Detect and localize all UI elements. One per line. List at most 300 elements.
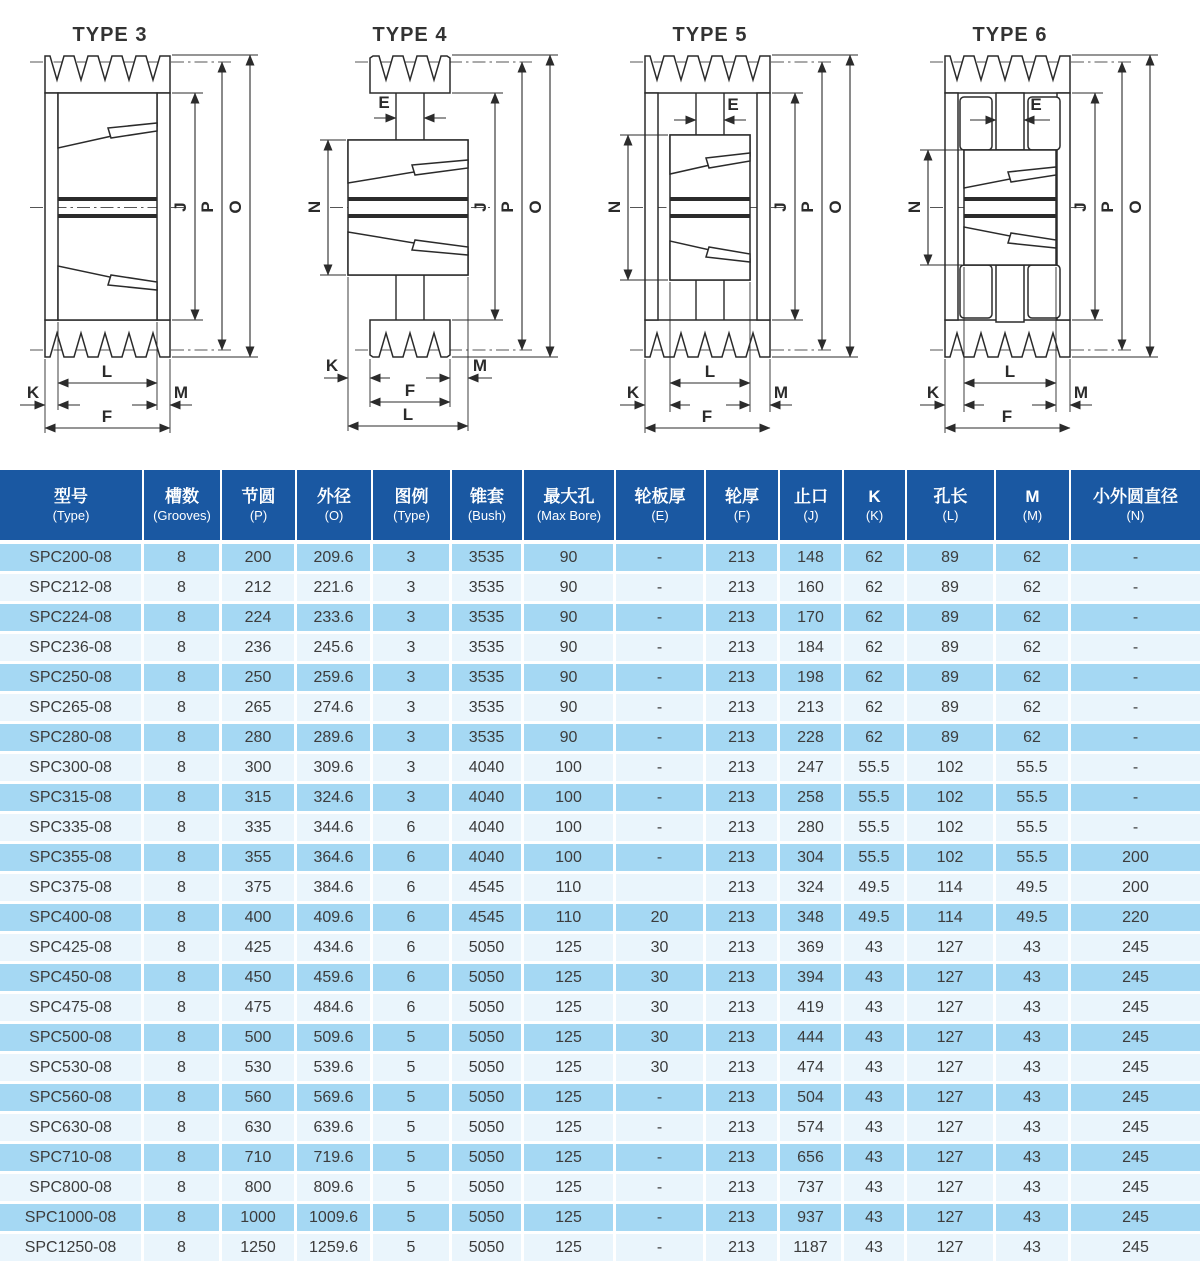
- bore-bottom-edge: [348, 214, 468, 218]
- table-cell: 30: [616, 934, 706, 964]
- table-cell: 49.5: [844, 904, 907, 934]
- table-cell: 5050: [452, 1114, 524, 1144]
- table-cell: 89: [907, 664, 996, 694]
- table-cell: 43: [844, 964, 907, 994]
- table-cell: 245: [1071, 1234, 1200, 1261]
- table-cell: -: [616, 544, 706, 574]
- table-cell: 474: [780, 1054, 844, 1084]
- table-cell: 102: [907, 754, 996, 784]
- table-cell: 8: [144, 964, 222, 994]
- table-cell: 90: [524, 604, 616, 634]
- column-header-type: 型号 (Type): [0, 470, 144, 544]
- bore-top-edge: [670, 197, 750, 201]
- table-cell: 62: [996, 634, 1071, 664]
- table-cell: 213: [706, 874, 780, 904]
- table-cell: 89: [907, 544, 996, 574]
- table-cell: 459.6: [297, 964, 373, 994]
- table-cell: 5050: [452, 1054, 524, 1084]
- drawing-title: TYPE 6: [972, 24, 1048, 46]
- table-cell: 102: [907, 784, 996, 814]
- table-cell: 213: [706, 784, 780, 814]
- table-cell: 3535: [452, 634, 524, 664]
- table-cell: 1250: [222, 1234, 297, 1261]
- table-cell: 245: [1071, 994, 1200, 1024]
- table-row: [0, 1024, 1200, 1054]
- table-cell: SPC355-08: [0, 844, 144, 874]
- dim-label-J: J: [1071, 202, 1090, 212]
- table-cell: 90: [524, 664, 616, 694]
- bore-bottom-edge: [58, 214, 157, 218]
- table-row: [0, 664, 1200, 694]
- table-cell: 43: [996, 1144, 1071, 1174]
- table-cell: 125: [524, 1144, 616, 1174]
- table-cell: 213: [706, 694, 780, 724]
- table-cell: -: [616, 724, 706, 754]
- table-cell: SPC375-08: [0, 874, 144, 904]
- table-cell: 530: [222, 1054, 297, 1084]
- dim-label-M: M: [773, 383, 789, 402]
- table-cell: 245: [1071, 1054, 1200, 1084]
- table-cell: 656: [780, 1144, 844, 1174]
- table-cell: 5050: [452, 1144, 524, 1174]
- table-cell: 20: [616, 904, 706, 934]
- table-cell: 5: [373, 1084, 452, 1114]
- table-cell: 8: [144, 1024, 222, 1054]
- column-header-grooves: 槽数 (Grooves): [144, 470, 222, 544]
- table-row: [0, 904, 1200, 934]
- spec-table: [0, 470, 1200, 1261]
- table-cell: 8: [144, 994, 222, 1024]
- table-cell: 100: [524, 784, 616, 814]
- table-row: [0, 724, 1200, 754]
- table-cell: 55.5: [996, 844, 1071, 874]
- table-cell: 6: [373, 814, 452, 844]
- table-cell: -: [616, 754, 706, 784]
- table-row: [0, 1084, 1200, 1114]
- table-cell: SPC400-08: [0, 904, 144, 934]
- dim-label-F: F: [101, 407, 113, 426]
- drawing-title: TYPE 3: [72, 24, 148, 46]
- table-cell: 127: [907, 1084, 996, 1114]
- table-cell: 127: [907, 964, 996, 994]
- table-cell: -: [616, 664, 706, 694]
- table-cell: -: [616, 814, 706, 844]
- table-cell: 213: [706, 934, 780, 964]
- table-cell: -: [616, 694, 706, 724]
- column-header-max-bore: 最大孔 (Max Bore): [524, 470, 616, 544]
- table-cell: 6: [373, 934, 452, 964]
- table-cell: 6: [373, 994, 452, 1024]
- table-cell: 3: [373, 604, 452, 634]
- table-cell: 228: [780, 724, 844, 754]
- table-cell: -: [616, 634, 706, 664]
- dim-label-F: F: [701, 407, 713, 426]
- hub-top-section: [58, 93, 157, 148]
- dim-label-K: K: [26, 383, 40, 402]
- table-cell: 125: [524, 1174, 616, 1204]
- table-cell: 245: [1071, 1084, 1200, 1114]
- dim-label-P: P: [1098, 201, 1117, 213]
- dim-label-L: L: [402, 405, 414, 424]
- table-cell: 43: [844, 1024, 907, 1054]
- table-cell: 247: [780, 754, 844, 784]
- table-cell: -: [1071, 574, 1200, 604]
- table-cell: 710: [222, 1144, 297, 1174]
- dim-label-P: P: [798, 201, 817, 213]
- column-header-n: 小外圆直径 (N): [1071, 470, 1200, 544]
- table-cell: 4545: [452, 874, 524, 904]
- bottom-left-recess: [960, 265, 992, 318]
- table-cell: 55.5: [844, 754, 907, 784]
- table-cell: 444: [780, 1024, 844, 1054]
- table-cell: 4040: [452, 784, 524, 814]
- pulley-drawing-type-6: [900, 0, 1200, 470]
- pulley-cross-section-type-5: [600, 0, 900, 470]
- table-cell: 5: [373, 1114, 452, 1144]
- dim-label-O: O: [826, 200, 845, 214]
- table-cell: 213: [706, 1054, 780, 1084]
- bore-bottom-edge: [670, 214, 750, 218]
- table-cell: 220: [1071, 904, 1200, 934]
- table-cell: -: [616, 574, 706, 604]
- table-cell: SPC1000-08: [0, 1204, 144, 1234]
- table-cell: 62: [996, 574, 1071, 604]
- table-cell: 43: [844, 1084, 907, 1114]
- table-cell: 62: [996, 544, 1071, 574]
- table-cell: 110: [524, 874, 616, 904]
- table-row: [0, 934, 1200, 964]
- table-cell: 4040: [452, 844, 524, 874]
- bore-bottom-edge: [964, 214, 1056, 218]
- table-cell: 55.5: [844, 844, 907, 874]
- table-cell: SPC800-08: [0, 1174, 144, 1204]
- table-cell: 170: [780, 604, 844, 634]
- table-cell: 213: [706, 754, 780, 784]
- table-cell: 127: [907, 994, 996, 1024]
- table-cell: 90: [524, 724, 616, 754]
- table-cell: 8: [144, 904, 222, 934]
- dim-label-F: F: [404, 381, 416, 400]
- table-cell: -: [616, 1114, 706, 1144]
- bottom-right-recess: [1028, 265, 1060, 318]
- table-cell: 6: [373, 904, 452, 934]
- table-cell: 8: [144, 874, 222, 904]
- table-cell: 89: [907, 724, 996, 754]
- table-cell: 245: [1071, 1174, 1200, 1204]
- table-cell: 55.5: [996, 814, 1071, 844]
- dim-label-J: J: [771, 202, 790, 212]
- table-cell: 233.6: [297, 604, 373, 634]
- table-cell: 344.6: [297, 814, 373, 844]
- pulley-drawing-type-3: [0, 0, 300, 470]
- table-cell: 8: [144, 1084, 222, 1114]
- table-cell: 3: [373, 574, 452, 604]
- table-cell: 484.6: [297, 994, 373, 1024]
- table-cell: 213: [706, 544, 780, 574]
- table-cell: -: [616, 844, 706, 874]
- table-cell: 630: [222, 1114, 297, 1144]
- table-cell: 5050: [452, 934, 524, 964]
- table-cell: 114: [907, 904, 996, 934]
- table-cell: 8: [144, 1234, 222, 1261]
- table-row: [0, 964, 1200, 994]
- table-cell: 394: [780, 964, 844, 994]
- left-rim-wall: [45, 93, 58, 320]
- table-cell: 309.6: [297, 754, 373, 784]
- table-cell: 8: [144, 544, 222, 574]
- table-cell: 800: [222, 1174, 297, 1204]
- table-cell: 213: [706, 844, 780, 874]
- table-cell: SPC315-08: [0, 784, 144, 814]
- pulley-cross-section-type-4: [300, 0, 600, 470]
- table-cell: 280: [222, 724, 297, 754]
- table-cell: 1000: [222, 1204, 297, 1234]
- table-cell: 49.5: [844, 874, 907, 904]
- table-cell: 5: [373, 1024, 452, 1054]
- dim-label-P: P: [498, 201, 517, 213]
- left-rim-wall: [945, 93, 958, 320]
- table-cell: SPC265-08: [0, 694, 144, 724]
- table-cell: -: [616, 1084, 706, 1114]
- bottom-groove-rim: [370, 320, 450, 357]
- table-cell: 184: [780, 634, 844, 664]
- table-cell: 30: [616, 1054, 706, 1084]
- table-cell: 89: [907, 634, 996, 664]
- table-cell: 5050: [452, 1024, 524, 1054]
- table-cell: 8: [144, 1114, 222, 1144]
- table-cell: 213: [706, 994, 780, 1024]
- table-cell: 539.6: [297, 1054, 373, 1084]
- table-cell: 62: [844, 604, 907, 634]
- table-cell: 43: [844, 1234, 907, 1261]
- table-cell: 114: [907, 874, 996, 904]
- table-cell: 369: [780, 934, 844, 964]
- table-cell: -: [616, 1204, 706, 1234]
- table-cell: 245: [1071, 1144, 1200, 1174]
- table-cell: 43: [996, 1234, 1071, 1261]
- table-cell: 324.6: [297, 784, 373, 814]
- column-header-l: 孔长 (L): [907, 470, 996, 544]
- table-cell: 125: [524, 964, 616, 994]
- table-cell: 213: [706, 1114, 780, 1144]
- table-cell: 1009.6: [297, 1204, 373, 1234]
- right-rim-wall: [757, 93, 770, 320]
- dim-label-E: E: [727, 95, 739, 114]
- table-cell: 3: [373, 694, 452, 724]
- table-cell: 5: [373, 1144, 452, 1174]
- table-cell: 639.6: [297, 1114, 373, 1144]
- column-header-legend: 图例 (Type): [373, 470, 452, 544]
- table-cell: 90: [524, 544, 616, 574]
- dim-label-K: K: [325, 356, 339, 375]
- table-cell: 125: [524, 994, 616, 1024]
- table-cell: -: [616, 1144, 706, 1174]
- table-cell: 245: [1071, 934, 1200, 964]
- table-cell: 89: [907, 604, 996, 634]
- column-header-e: 轮板厚 (E): [616, 470, 706, 544]
- table-cell: 43: [844, 994, 907, 1024]
- table-cell: 43: [996, 1054, 1071, 1084]
- table-cell: 62: [844, 574, 907, 604]
- table-row: [0, 1174, 1200, 1204]
- table-cell: 236: [222, 634, 297, 664]
- table-cell: 419: [780, 994, 844, 1024]
- table-cell: 160: [780, 574, 844, 604]
- table-cell: 5050: [452, 964, 524, 994]
- table-cell: -: [616, 784, 706, 814]
- top-left-recess: [960, 97, 992, 150]
- table-cell: 125: [524, 1234, 616, 1261]
- table-cell: 8: [144, 754, 222, 784]
- table-cell: [616, 874, 706, 904]
- table-cell: 62: [844, 544, 907, 574]
- table-cell: 43: [844, 1054, 907, 1084]
- table-cell: -: [1071, 784, 1200, 814]
- table-cell: SPC630-08: [0, 1114, 144, 1144]
- table-cell: 213: [706, 604, 780, 634]
- pulley-cross-section-type-3: [0, 0, 300, 470]
- dim-label-J: J: [171, 202, 190, 212]
- table-cell: 6: [373, 844, 452, 874]
- table-cell: 4040: [452, 754, 524, 784]
- table-cell: 200: [222, 544, 297, 574]
- table-cell: 289.6: [297, 724, 373, 754]
- table-cell: 348: [780, 904, 844, 934]
- table-cell: 5: [373, 1054, 452, 1084]
- technical-drawings: [0, 0, 1200, 470]
- pulley-cross-section-type-6: [900, 0, 1200, 470]
- table-cell: -: [1071, 724, 1200, 754]
- table-cell: 5: [373, 1174, 452, 1204]
- table-row: [0, 1054, 1200, 1084]
- table-row: [0, 754, 1200, 784]
- table-cell: 3535: [452, 604, 524, 634]
- table-cell: -: [1071, 694, 1200, 724]
- table-cell: 6: [373, 964, 452, 994]
- table-cell: 213: [706, 1234, 780, 1261]
- table-cell: 8: [144, 694, 222, 724]
- table-cell: 4040: [452, 814, 524, 844]
- table-cell: 335: [222, 814, 297, 844]
- table-cell: -: [616, 1234, 706, 1261]
- column-header-f: 轮厚 (F): [706, 470, 780, 544]
- table-cell: 30: [616, 1024, 706, 1054]
- drawing-title: TYPE 5: [672, 24, 748, 46]
- bore-top-edge: [964, 197, 1056, 201]
- center-web-bottom: [996, 265, 1024, 322]
- table-cell: 127: [907, 1054, 996, 1084]
- table-row: [0, 874, 1200, 904]
- bottom-groove-rim: [645, 320, 770, 357]
- dim-label-M: M: [472, 356, 488, 375]
- dim-label-M: M: [173, 383, 189, 402]
- table-row: [0, 1204, 1200, 1234]
- table-cell: 8: [144, 1054, 222, 1084]
- table-cell: 102: [907, 844, 996, 874]
- table-cell: 245: [1071, 1114, 1200, 1144]
- table-cell: SPC710-08: [0, 1144, 144, 1174]
- table-cell: 90: [524, 634, 616, 664]
- table-cell: 3535: [452, 574, 524, 604]
- table-cell: 43: [844, 1144, 907, 1174]
- table-cell: 125: [524, 1024, 616, 1054]
- table-cell: 8: [144, 724, 222, 754]
- table-cell: -: [1071, 604, 1200, 634]
- table-cell: 315: [222, 784, 297, 814]
- table-cell: 213: [706, 574, 780, 604]
- table-cell: 409.6: [297, 904, 373, 934]
- pulley-drawing-type-4: [300, 0, 600, 470]
- table-cell: 213: [706, 1084, 780, 1114]
- table-row: [0, 1114, 1200, 1144]
- table-cell: 5: [373, 1204, 452, 1234]
- table-cell: 384.6: [297, 874, 373, 904]
- table-cell: SPC300-08: [0, 754, 144, 784]
- table-cell: 49.5: [996, 904, 1071, 934]
- table-cell: 3: [373, 754, 452, 784]
- table-cell: SPC1250-08: [0, 1234, 144, 1261]
- table-cell: 213: [706, 634, 780, 664]
- table-cell: 8: [144, 784, 222, 814]
- table-cell: 569.6: [297, 1084, 373, 1114]
- dim-label-E: E: [1030, 95, 1042, 114]
- table-cell: 5050: [452, 1174, 524, 1204]
- dim-label-M: M: [1073, 383, 1089, 402]
- dim-label-L: L: [101, 362, 113, 381]
- table-cell: 55.5: [996, 784, 1071, 814]
- table-cell: 375: [222, 874, 297, 904]
- table-cell: SPC224-08: [0, 604, 144, 634]
- table-cell: 213: [706, 1204, 780, 1234]
- table-cell: 245: [1071, 1024, 1200, 1054]
- table-cell: 560: [222, 1084, 297, 1114]
- table-cell: 212: [222, 574, 297, 604]
- table-cell: 125: [524, 1204, 616, 1234]
- dim-label-L: L: [704, 362, 716, 381]
- table-cell: 62: [844, 694, 907, 724]
- table-cell: 100: [524, 814, 616, 844]
- column-header-od: 外径 (O): [297, 470, 373, 544]
- table-cell: SPC212-08: [0, 574, 144, 604]
- table-cell: 200: [1071, 874, 1200, 904]
- table-cell: 8: [144, 574, 222, 604]
- table-cell: 5050: [452, 994, 524, 1024]
- column-header-m: M (M): [996, 470, 1071, 544]
- table-cell: 280: [780, 814, 844, 844]
- table-cell: 110: [524, 904, 616, 934]
- table-cell: 434.6: [297, 934, 373, 964]
- table-cell: 8: [144, 1204, 222, 1234]
- hub-bottom-section: [58, 266, 157, 320]
- table-cell: 55.5: [844, 784, 907, 814]
- table-cell: 127: [907, 1144, 996, 1174]
- table-cell: SPC280-08: [0, 724, 144, 754]
- table-cell: 3535: [452, 694, 524, 724]
- bore-top-edge: [58, 197, 157, 201]
- table-row: [0, 634, 1200, 664]
- table-cell: 500: [222, 1024, 297, 1054]
- dim-label-L: L: [1004, 362, 1016, 381]
- table-cell: 719.6: [297, 1144, 373, 1174]
- table-cell: 49.5: [996, 874, 1071, 904]
- table-cell: 43: [996, 1114, 1071, 1144]
- pulley-drawing-type-5: [600, 0, 900, 470]
- table-cell: 127: [907, 934, 996, 964]
- table-cell: SPC250-08: [0, 664, 144, 694]
- table-cell: 43: [996, 1024, 1071, 1054]
- table-cell: 450: [222, 964, 297, 994]
- dim-label-O: O: [1126, 200, 1145, 214]
